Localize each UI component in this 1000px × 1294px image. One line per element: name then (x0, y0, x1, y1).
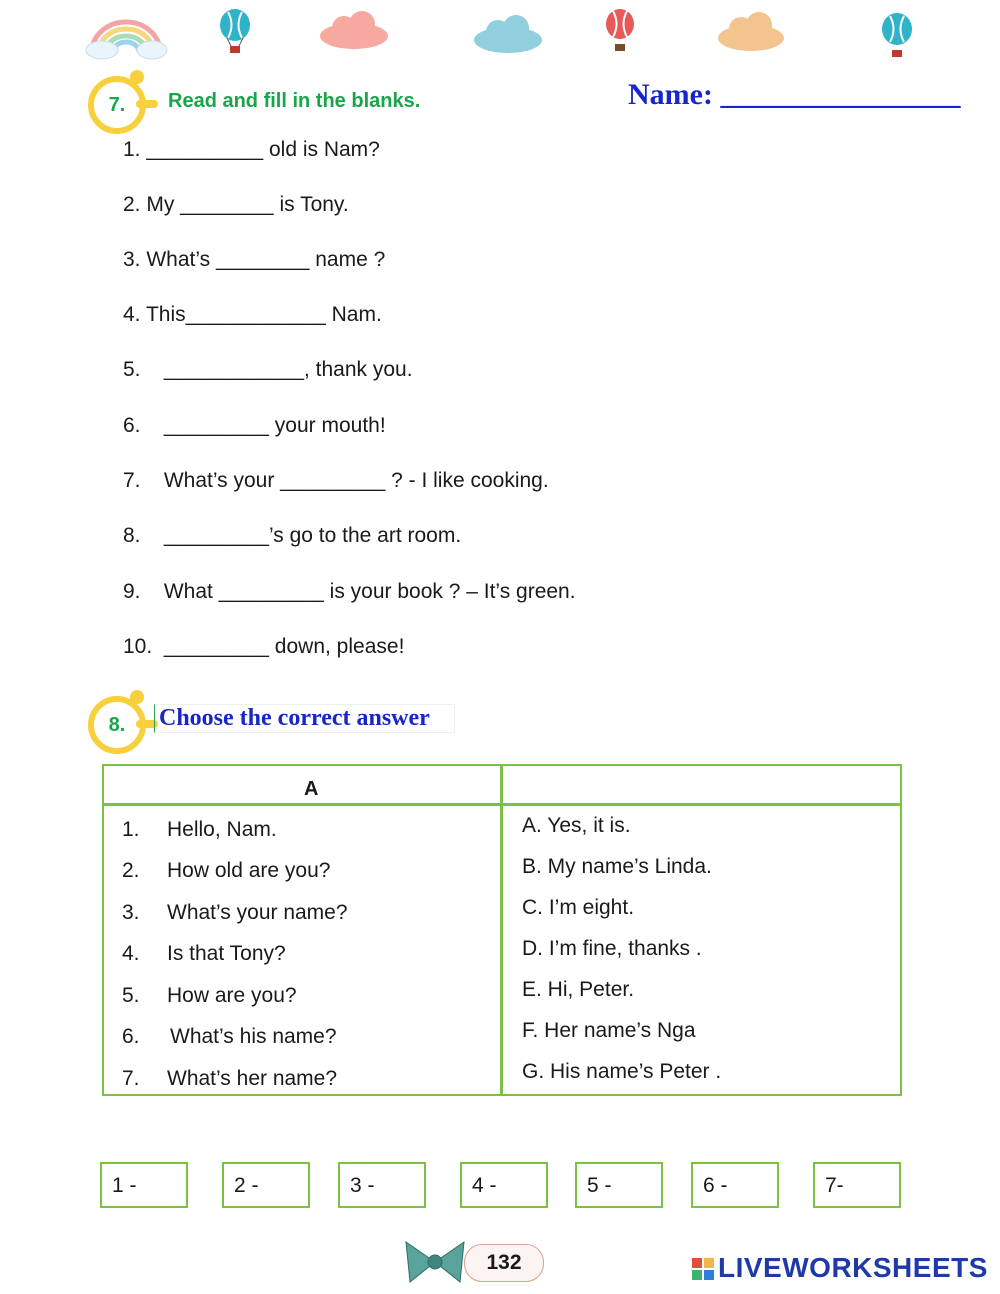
orange-cloud-icon (716, 10, 786, 52)
table-divider (500, 766, 503, 1094)
question-text: How are you? (167, 984, 297, 1007)
answer-box-1[interactable]: 1 - (100, 1162, 188, 1208)
rainbow-cloud-icon (84, 12, 168, 60)
answer-box-2[interactable]: 2 - (222, 1162, 310, 1208)
badge-decoration (130, 70, 144, 84)
bow-ribbon-icon (402, 1236, 468, 1288)
red-balloon-icon (604, 8, 636, 52)
question-row (122, 942, 286, 966)
question-text: What’s your name? (167, 901, 348, 924)
hot-air-balloon-icon (880, 12, 914, 58)
question-row (122, 1067, 337, 1091)
table-divider (104, 803, 900, 806)
hot-air-balloon-icon (218, 8, 252, 54)
answer-option: C. I’m eight. (522, 896, 635, 919)
question-text: Is that Tony? (167, 942, 286, 965)
answer-box-7[interactable]: 7- (813, 1162, 901, 1208)
question-number: 5. (122, 984, 140, 1007)
name-field-label: Name: ________________ (628, 78, 961, 111)
question-row (122, 818, 277, 842)
question-number: 2. (122, 859, 140, 882)
answer-option: B. My name’s Linda. (522, 855, 712, 878)
section-number: 8. (108, 713, 126, 736)
badge-decoration (136, 100, 158, 108)
blue-cloud-icon (472, 12, 544, 54)
fill-blank-question: 2. My ________ is Tony. (123, 193, 349, 216)
fill-blank-question: 8. _________’s go to the art room. (123, 524, 462, 547)
section-7-badge (88, 76, 146, 134)
fill-blank-question: 10. _________ down, please! (123, 635, 405, 658)
question-number: 7. (122, 1067, 140, 1090)
column-a-header: A (304, 778, 319, 800)
answer-option: D. I’m fine, thanks . (522, 937, 702, 960)
answer-box-6[interactable]: 6 - (691, 1162, 779, 1208)
question-number: 4. (122, 942, 140, 965)
answer-option: G. His name’s Peter . (522, 1060, 722, 1083)
question-row (122, 984, 297, 1008)
question-text: How old are you? (167, 859, 331, 882)
question-text: What’s his name? (170, 1025, 337, 1048)
question-row (122, 859, 330, 883)
section-8-badge (88, 696, 146, 754)
fill-blank-question: 1. __________ old is Nam? (123, 138, 380, 161)
fill-blank-question: 5. ____________, thank you. (123, 358, 413, 381)
question-text: Hello, Nam. (167, 818, 277, 841)
question-row (122, 1025, 337, 1049)
question-number: 3. (122, 901, 140, 924)
answer-option: E. Hi, Peter. (522, 978, 635, 1001)
fill-blank-question: 6. _________ your mouth! (123, 414, 386, 437)
page-number: 132 (464, 1244, 544, 1282)
fill-blank-question: 4. This____________ Nam. (123, 303, 382, 326)
logo-mark-icon (692, 1258, 714, 1280)
question-number: 6. (122, 1025, 140, 1048)
section-8-title: Choose the correct answer (154, 704, 455, 733)
answer-box-3[interactable]: 3 - (338, 1162, 426, 1208)
answer-option: A. Yes, it is. (522, 814, 631, 837)
fill-blank-question: 9. What _________ is your book ? – It’s green. (123, 580, 576, 603)
logo-text: LIVEWORKSHEETS (718, 1252, 988, 1283)
matching-table (102, 764, 902, 1096)
fill-blank-question: 3. What’s ________ name ? (123, 248, 386, 271)
answer-option: F. Her name’s Nga (522, 1019, 696, 1042)
pink-cloud-icon (318, 10, 390, 50)
badge-decoration (130, 690, 144, 704)
section-number: 7. (108, 93, 126, 116)
fill-blank-question: 7. What’s your _________ ? - I like cooking. (123, 469, 549, 492)
answer-box-4[interactable]: 4 - (460, 1162, 548, 1208)
question-row (122, 901, 348, 925)
answer-box-5[interactable]: 5 - (575, 1162, 663, 1208)
question-text: What’s her name? (167, 1067, 338, 1090)
section-7-title: Read and fill in the blanks. (168, 90, 421, 112)
question-number: 1. (122, 818, 140, 841)
